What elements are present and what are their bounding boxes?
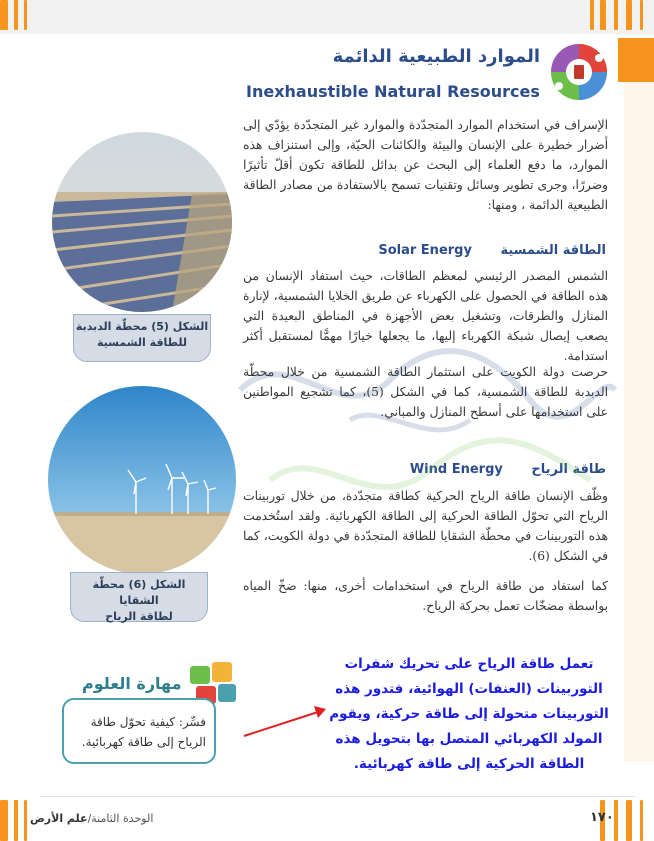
science-skill-title: مهارة العلوم <box>82 674 182 693</box>
figure-6-caption-line1: الشكل (6) محطّة الشقايا <box>92 578 186 607</box>
wind-paragraph: وظّف الإنسان طاقة الرياح الحركية كطاقة متجدّدة، من خلال توربينات الرياح التي تحوّل الطاقة الحركية إلى الطاقة الكهربائية. ولقد استُخدمت هذه التوربينات في محطّة الشقايا للطاقة المتجدّدة في دولة الكويت، كما في الشكل (6). <box>243 489 608 563</box>
section-title-english: Inexhaustible Natural Resources <box>246 82 540 101</box>
kuwait-solar-paragraph: حرصت دولة الكويت على استثمار الطاقة الشمسية من خلال محطّة الدبدبة للطاقة الشمسية، كما في الشكل (5)، كما تشجيع المواطنين على استخدامها على أسطح المنازل والمباني. <box>243 365 608 419</box>
footer-subject: علم الأرض <box>30 812 88 825</box>
solar-heading-english: Solar Energy <box>378 243 472 258</box>
wind-farm-image <box>48 386 236 574</box>
deco-bar <box>614 0 618 30</box>
deco-bar <box>590 0 594 30</box>
figure-5-caption <box>73 314 211 362</box>
deco-bar <box>14 800 18 841</box>
wind-turbines-icon <box>48 386 236 574</box>
wind-heading-arabic: طاقة الرياح <box>531 462 606 477</box>
deco-bar <box>0 0 8 30</box>
deco-bar <box>640 0 643 30</box>
figure-6-caption-line2: لطاقة الرياح <box>105 610 173 623</box>
wind-uses-paragraph: كما استفاد من طاقة الرياح في استخدامات أخرى، منها: ضخّ المياه بواسطة مضخّات تعمل بحركة الرياح. <box>243 579 608 613</box>
solar-farm-image <box>52 132 232 312</box>
deco-bar <box>24 0 27 30</box>
deco-bar <box>626 800 632 841</box>
solar-heading <box>378 243 606 258</box>
solar-panels-icon <box>52 132 232 312</box>
solar-paragraph: الشمس المصدر الرئيسي لمعظم الطاقات، حيث استفاد الإنسان من هذه الطاقة في الحصول على الكهرباء عن طريق الخلايا الشمسية، لإنارة المنازل والطرقات، وتشغيل بعض الأجهزة في المناطق البعيدة التي يصعب إيصال شبكة الكهرباء إليها، ما يجعلها خيارًا مهمًّا لمستقبل أكثر استدامة. <box>243 269 608 363</box>
deco-bar <box>600 0 606 30</box>
deco-bar <box>24 800 27 841</box>
figure-5-caption-line1: الشكل (5) محطّة الدبدبة <box>75 320 209 333</box>
wind-heading-english: Wind Energy <box>409 462 503 477</box>
top-stripe <box>0 0 654 34</box>
deco-bar <box>0 800 8 841</box>
footer-unit <box>30 812 153 825</box>
wind-heading <box>410 462 606 477</box>
figure-5-caption-line2: للطاقة الشمسية <box>97 336 187 349</box>
footer-unit-label: الوحدة الثامنة/ <box>87 812 154 825</box>
science-skill-question: فسِّر: كيفية تحوّل طاقة الرياح إلى طاقة كهربائية. <box>81 715 206 749</box>
solar-heading-arabic: الطاقة الشمسية <box>500 243 606 258</box>
page-number: ١٧٠ <box>590 810 614 825</box>
side-band <box>624 82 654 762</box>
footer-divider <box>40 796 635 797</box>
section-title-arabic: الموارد الطبيعية الدائمة <box>332 46 540 67</box>
figure-6-caption <box>70 572 208 622</box>
deco-bar <box>640 800 643 841</box>
corner-tab <box>618 38 654 82</box>
deco-bar <box>14 0 18 30</box>
intro-paragraph: الإسراف في استخدام الموارد المتجدّدة والموارد غير المتجدّدة يؤدّي إلى أضرار خطيرة على الإنسان والبيئة والكائنات الحيّة، وإلى استنزاف هذه الموارد، ما دفع العلماء إلى البحث عن بدائل للطاقة تكون أقلّ تأثيرًا وضررًا، وجرى تطوير وسائل وتقنيات تسمح بالاستفادة من مصادر الطاقة الطبيعية الدائمة ، ومنها: <box>243 118 608 212</box>
answer-text: تعمل طاقة الرياح على تحريك شفرات التوربينات (العنفات) الهوائية، فتدور هذه التوربينات متحولة إلى طاقة حركية، ويقوم المولد الكهربائي المتصل بها بتحويل هذه الطاقة الحركية إلى طاقة كهربائية. <box>329 656 609 772</box>
resources-logo-icon <box>545 40 615 104</box>
deco-bar <box>626 0 632 30</box>
deco-bar <box>614 800 618 841</box>
